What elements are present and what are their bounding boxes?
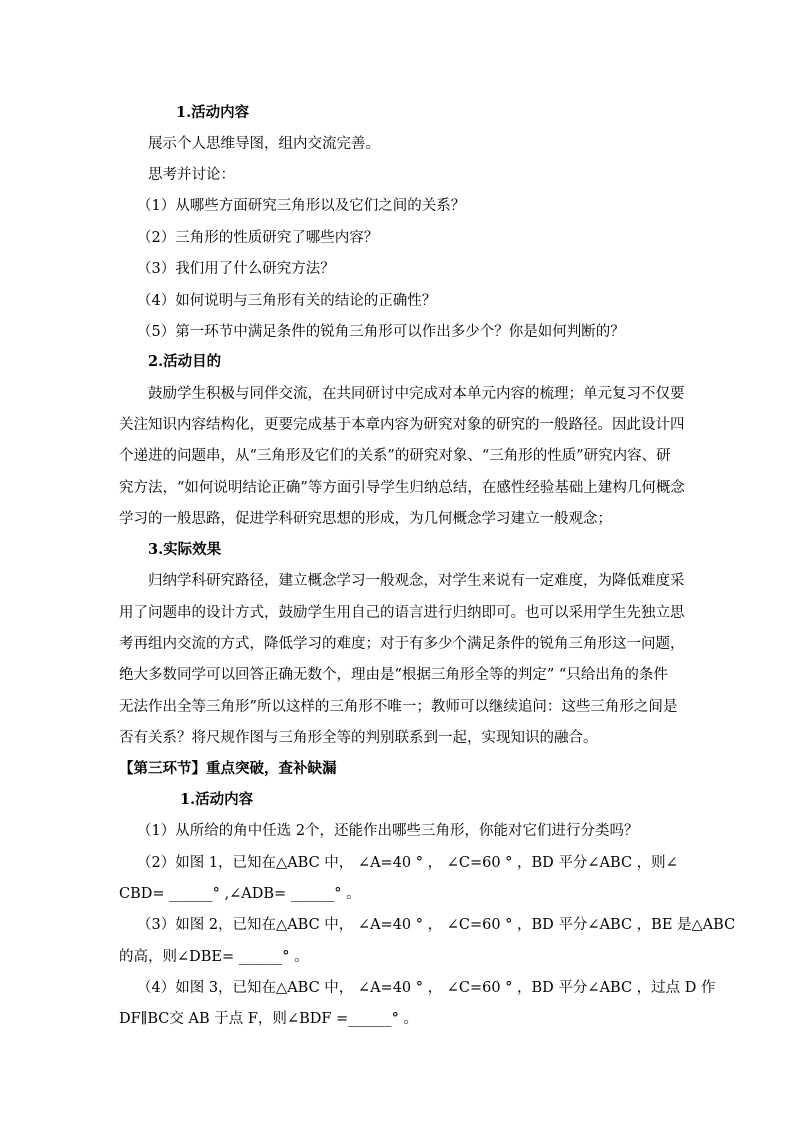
section4-question-2-line-2: CBD= ______° ,∠ADB= ______° 。 (119, 886, 361, 902)
section1-paragraph-1: 展示个人思维导图，组内交流完善。 (148, 136, 380, 152)
section3-line-3: 考再组内交流的方式，降低学习的难度；对于有多少个满足条件的锐角三角形这一问题， (119, 636, 685, 652)
section1-paragraph-2: 思考并讨论： (148, 167, 235, 183)
section4-subheading: 1.活动内容 (180, 791, 254, 808)
section4-question-2-line-1: （2）如图 1，已知在△ABC 中， ∠A=40 ° ， ∠C=60 ° ，BD 平分∠ABC ，则∠ (137, 855, 678, 871)
section2-line-4: 究方法，“如何说明结论正确”等方面引导学生归纳总结，在感性经验基础上建构几何概念 (119, 480, 685, 496)
section2-line-1: 鼓励学生积极与同伴交流，在共同研讨中完成对本单元内容的梳理；单元复习不仅要 (148, 386, 685, 402)
section1-question-4: （4）如何说明与三角形有关的结论的正确性？ (137, 293, 437, 309)
section2-line-5: 学习的一般思路，促进学科研究思想的形成，为几何概念学习建立一般观念； (119, 511, 612, 527)
section4-question-3-line-2: 的高，则∠DBE= ______° 。 (119, 949, 309, 965)
section3-line-5: 无法作出全等三角形”所以这样的三角形不唯一；教师可以继续追问：这些三角形之间是 (119, 699, 678, 715)
section2-heading: 2.活动目的 (148, 353, 222, 370)
section3-line-6: 否有关系？将尺规作图与三角形全等的判别联系到一起，实现知识的融合。 (119, 730, 598, 746)
section1-question-1: （1）从哪些方面研究三角形以及它们之间的关系？ (137, 198, 466, 214)
section4-heading: 【第三环节】重点突破，查补缺漏 (119, 760, 337, 777)
section3-line-2: 用了问题串的设计方式，鼓励学生用自己的语言进行归纳即可。也可以采用学生先独立思 (119, 605, 685, 621)
section3-heading: 3.实际效果 (148, 541, 222, 558)
section3-line-1: 归纳学科研究路径，建立概念学习一般观念，对学生来说有一定难度，为降低难度采 (148, 573, 685, 589)
section4-question-4-line-2: DF∥BC交 AB 于点 F，则∠BDF =______° 。 (119, 1011, 419, 1027)
section3-line-4: 绝大多数同学可以回答正确无数个，理由是“根据三角形全等的判定” “只给出角的条件 (119, 667, 668, 683)
section4-question-1: （1）从所给的角中任选 2个，还能作出哪些三角形，你能对它们进行分类吗？ (137, 823, 639, 839)
section1-heading: 1.活动内容 (176, 104, 250, 121)
section2-line-3: 个递进的问题串，从“三角形及它们的关系”的研究对象、“三角形的性质”研究内容、研 (119, 448, 671, 464)
section4-question-3-line-1: （3）如图 2，已知在△ABC 中， ∠A=40 ° ， ∠C=60 ° ，BD 平分∠ABC ，BE 是△ABC (137, 917, 736, 933)
section1-question-2: （2）三角形的性质研究了哪些内容？ (137, 230, 379, 246)
section2-line-2: 关注知识内容结构化，更要完成基于本章内容为研究对象的研究的一般路径。因此设计四 (119, 417, 685, 433)
section1-question-3: （3）我们用了什么研究方法？ (137, 261, 335, 277)
section1-question-5: （5）第一环节中满足条件的锐角三角形可以作出多少个？你是如何判断的？ (137, 324, 625, 340)
section4-question-4-line-1: （4）如图 3，已知在△ABC 中， ∠A=40 ° ， ∠C=60 ° ，BD 平分∠ABC ，过点 D 作 (137, 980, 716, 996)
